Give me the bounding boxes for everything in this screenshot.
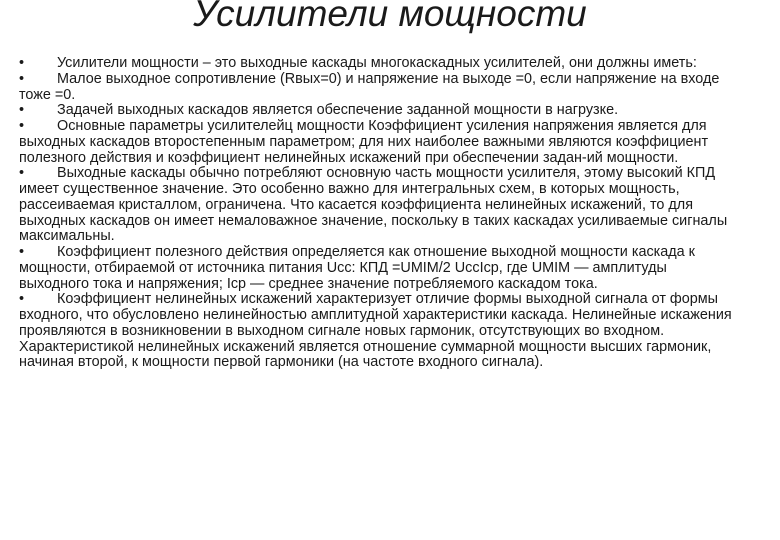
bullet-text: Задачей выходных каскадов является обеспечение заданной мощности в нагрузке. bbox=[57, 102, 619, 119]
bullet-text: Малое выходное сопротивление (Rвых=0) и напряжение на выходе =0, если напряжение на входе тоже =0. bbox=[19, 70, 720, 103]
bullet-item bbox=[19, 245, 739, 292]
bullet-icon: • bbox=[19, 70, 25, 87]
bullet-item bbox=[19, 103, 739, 119]
bullet-item bbox=[19, 119, 739, 166]
bullet-item bbox=[19, 72, 739, 104]
bullet-text: Усилители мощности – это выходные каскады многокаскадных усилителей, они должны иметь: bbox=[57, 55, 697, 71]
bullet-item bbox=[19, 56, 739, 72]
bullet-text: Выходные каскады обычно потребляют основную часть мощности усилителя, этому высокий КПД имеет существенное значение. Это особенно важно для интегральных схем, в которых мощность, рассеиваемая кристаллом, ограничена. Что касается коэффициента нелинейных искажений, то для выходных каскадов он имеет немаловажное значение, поскольку в таких каскадах усиливаемые сигналы максимальны. bbox=[19, 165, 728, 245]
bullet-icon: • bbox=[19, 55, 25, 71]
bullet-text: Основные параметры усилителейц мощности Коэффициент усиления напряжения является для выходных каскадов второстепенным параметром; для них наиболее важными являются коэффициент полезного действия и коэффициент нелинейных искажений при обеспечении задан-ий мощности. bbox=[19, 118, 709, 166]
bullet-text: Коэффициент нелинейных искажений характеризует отличие формы выходной сигнала от формы входного, что обусловлено нелинейностью амплитудной характеристики каскада. Нелинейные искажения проявляются в возникновении в выходном сигнале новых гармоник, отсутствующих во входном. Характеристикой нелинейных искажений является отношение суммарной мощности высших гармоник, начиная второй, к мощности первой гармоники (на частоте входного сигнала). bbox=[19, 291, 732, 371]
bullet-icon: • bbox=[19, 102, 25, 119]
bullet-item bbox=[19, 292, 739, 371]
bullet-text: Коэффициент полезного действия определяется как отношение выходной мощности каскада к мощности, отбираемой от источника питания Uсс: КПД =UMIM/2 UccIcp, где UMIM — амплитуды выходного тока и напряжения; Icp — среднее значение потребляемого каскадом тока. bbox=[19, 244, 695, 292]
bullet-icon: • bbox=[19, 165, 25, 182]
bullet-item bbox=[19, 166, 739, 245]
bullet-icon: • bbox=[19, 291, 25, 308]
bullet-icon: • bbox=[19, 244, 25, 260]
bullet-icon: • bbox=[19, 118, 25, 134]
bullet-list bbox=[19, 56, 739, 371]
slide-title: Усилители мощности bbox=[193, 0, 587, 34]
